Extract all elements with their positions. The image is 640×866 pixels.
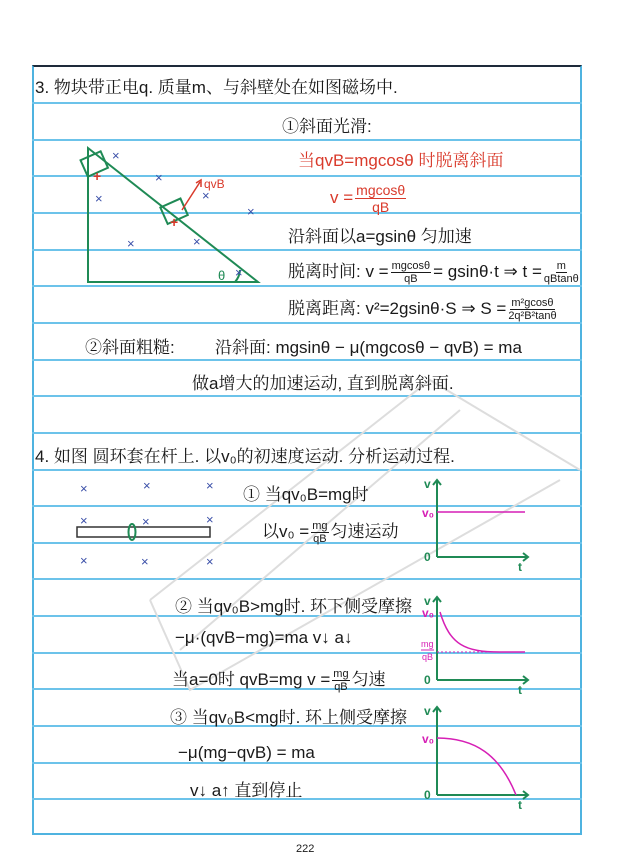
field-x-mark: × [206, 512, 214, 527]
t-axis-label: t [518, 798, 522, 812]
v0-label: v₀ [422, 606, 435, 620]
field-x-mark: × [112, 148, 120, 163]
s4-case2-line1: ② 当qv₀B>mg时. 环下侧受摩擦 [175, 597, 413, 616]
field-x-mark: × [80, 481, 88, 496]
case2-result: 做a增大的加速运动, 直到脱离斜面. [192, 374, 454, 393]
charge-top: + [93, 168, 102, 184]
v-num: mgcosθ [356, 182, 406, 198]
velocity-curve [437, 738, 516, 795]
field-x-mark: × [247, 204, 255, 219]
pre: 当a=0时 qvB=mg v = [172, 669, 331, 689]
v0-label: v₀ [422, 732, 435, 746]
origin-label: 0 [424, 673, 431, 687]
den: qB [334, 681, 348, 693]
num: mg [312, 520, 328, 532]
v-axis-label: v [424, 594, 431, 608]
field-x-mark: × [206, 554, 214, 569]
dist-num: m²gcosθ [511, 297, 554, 309]
angle-label: θ [218, 268, 226, 283]
case2-equation: 沿斜面: mgsinθ − μ(mgcosθ − qvB) = ma [215, 338, 522, 357]
section3-title: 3. 物块带正电q. 质量m、与斜壁处在如图磁场中. [35, 78, 398, 97]
force-arrow [182, 182, 200, 210]
field-x-mark: × [193, 234, 201, 249]
page-number: 222 [296, 843, 315, 855]
velocity-curve [440, 612, 525, 652]
s4-case3-line2: −μ(mg−qvB) = ma [178, 743, 315, 762]
field-x-mark: × [80, 553, 88, 568]
force-label: qvB [204, 177, 225, 191]
s4-case1-line2 [262, 520, 399, 545]
axes [433, 597, 528, 684]
field-x-mark: × [206, 478, 214, 493]
origin-label: 0 [424, 550, 431, 564]
time-den: qB [404, 273, 418, 285]
time-line [288, 260, 581, 285]
v-den: qB [372, 199, 390, 215]
mg-num: mg [421, 639, 434, 649]
pre: 以v₀ = [262, 521, 310, 541]
v-t-graph [422, 704, 528, 812]
time-res-num: m [556, 260, 566, 272]
field-x-mark: × [202, 188, 210, 203]
charge-mid: + [170, 214, 179, 230]
t-axis-label: t [518, 683, 522, 697]
field-x-mark: × [143, 478, 151, 493]
axes [433, 707, 528, 799]
time-mid: = gsinθ·t ⇒ t = [433, 261, 542, 281]
accel-line: 沿斜面以a=gsinθ 匀加速 [288, 227, 472, 246]
s4-case3-line3: v↓ a↑ 直到停止 [190, 781, 303, 800]
field-x-mark: × [80, 513, 88, 528]
mg-den: qB [422, 652, 434, 662]
t-axis-label: t [518, 560, 522, 574]
v-formula [330, 182, 408, 215]
post: 匀速 [351, 669, 386, 689]
post: 匀速运动 [330, 521, 399, 541]
distance-line [288, 297, 559, 322]
axes [433, 480, 528, 561]
dist-label: 脱离距离: v²=2gsinθ·S ⇒ S = [288, 298, 507, 318]
time-label: 脱离时间: v = [288, 261, 389, 281]
v-axis-label: v [424, 477, 431, 491]
s4-case1-line1: ① 当qv₀B=mg时 [243, 485, 369, 504]
field-x-mark: × [141, 554, 149, 569]
v-label: v = [330, 187, 354, 207]
v-axis-label: v [424, 704, 431, 718]
v-t-graph [422, 477, 528, 574]
time-res-den: qBtanθ [543, 273, 579, 285]
dist-den: 2q²B²tanθ [508, 310, 557, 322]
time-num: mgcosθ [391, 260, 431, 272]
section4-title: 4. 如图 圆环套在杆上. 以v₀的初速度运动. 分析运动过程. [35, 447, 455, 466]
case2-heading: ②斜面粗糙: [85, 338, 175, 357]
s4-case2-line3 [172, 668, 386, 693]
den: qB [313, 533, 327, 545]
field-x-mark: × [95, 191, 103, 206]
field-x-mark: × [127, 236, 135, 251]
case1-heading: ①斜面光滑: [282, 117, 372, 136]
leave-condition: 当qvB=mgcosθ 时脱离斜面 [298, 151, 504, 170]
s4-case2-line2: −μ·(qvB−mg)=ma v↓ a↓ [175, 628, 353, 647]
num: mg [333, 668, 349, 680]
v-t-graph [421, 594, 528, 697]
field-x-mark: × [155, 170, 163, 185]
v0-label: v₀ [422, 506, 435, 520]
origin-label: 0 [424, 788, 431, 802]
field-x-mark: × [235, 265, 243, 280]
s4-case3-line1: ③ 当qv₀B<mg时. 环上侧受摩擦 [170, 708, 408, 727]
field-x-mark: × [142, 514, 150, 529]
